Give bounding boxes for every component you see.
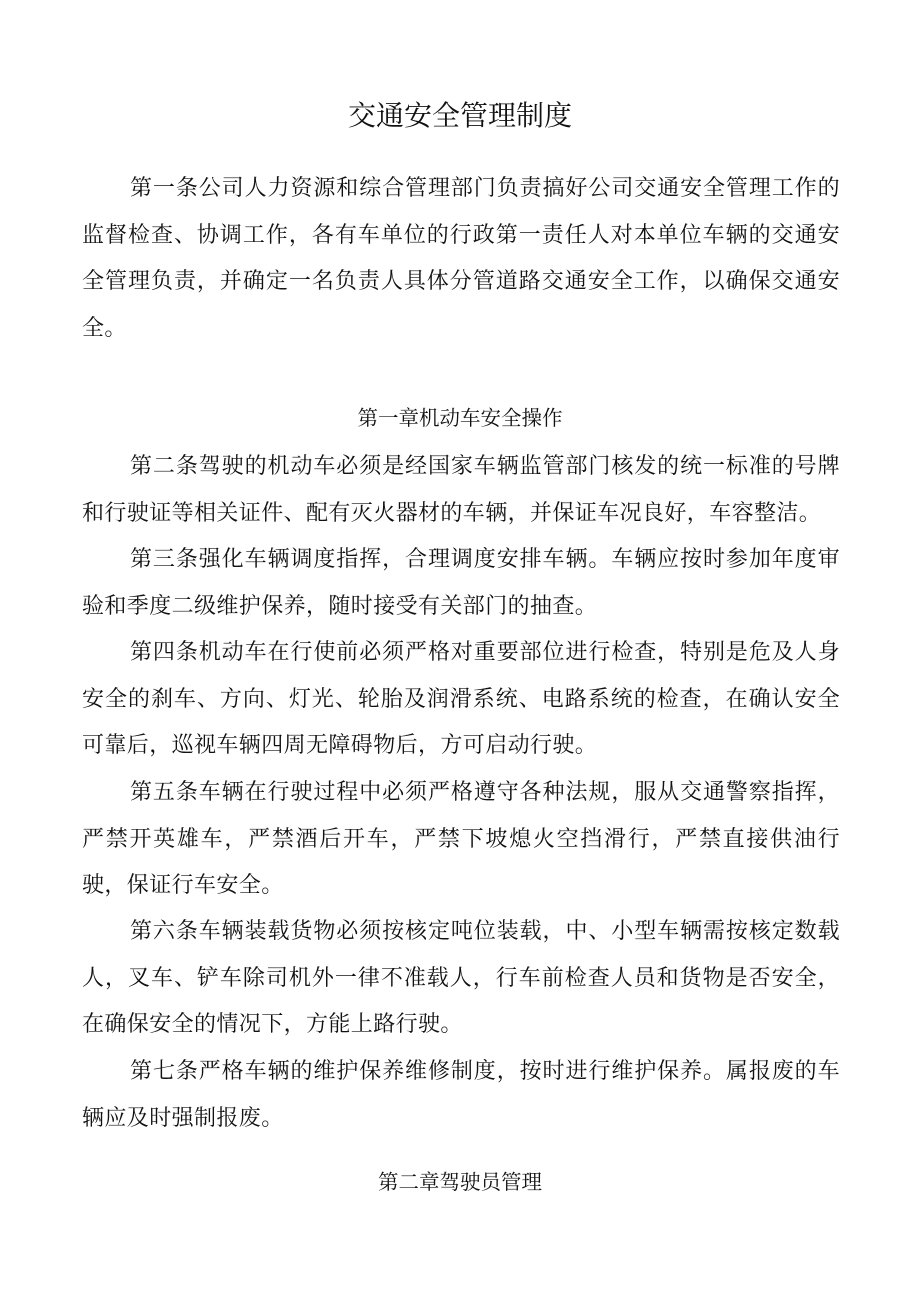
chapter-1-heading: 第一章机动车安全操作 xyxy=(357,406,563,430)
document-title: 交通安全管理制度 xyxy=(347,99,572,132)
article-5: 第五条车辆在行驶过程中必须严格遵守各种法规，服从交通警察指挥，严禁开英雄车，严禁酒后开车，严禁下坡熄火空挡滑行，严禁直接供油行驶，保证行车安全。 xyxy=(82,780,840,899)
article-1: 第一条公司人力资源和综合管理部门负责搞好公司交通安全管理工作的监督检查、协调工作，各有车单位的行政第一责任人对本单位车辆的交通安全管理负责，并确定一名负责人具体分管道路交通安全工作，以确保交通安全。 xyxy=(82,176,840,341)
article-2: 第二条驾驶的机动车必须是经国家车辆监管部门核发的统一标准的号牌和行驶证等相关证件、配有灭火器材的车辆，并保证车况良好，车容整洁。 xyxy=(82,454,840,526)
article-6: 第六条车辆装载货物必须按核定吨位装载，中、小型车辆需按核定数载人，叉车、铲车除司机外一律不准载人，行车前检查人员和货物是否安全，在确保安全的情况下，方能上路行驶。 xyxy=(82,919,840,1038)
chapter-2-heading: 第二章驾驶员管理 xyxy=(378,1170,542,1194)
article-4: 第四条机动车在行使前必须严格对重要部位进行检查，特别是危及人身安全的刹车、方向、灯光、轮胎及润滑系统、电路系统的检查，在确认安全可靠后，巡视车辆四周无障碍物后，方可启动行驶。 xyxy=(82,640,840,759)
article-3: 第三条强化车辆调度指挥，合理调度安排车辆。车辆应按时参加年度审验和季度二级维护保养，随时接受有关部门的抽查。 xyxy=(82,547,840,619)
article-7: 第七条严格车辆的维护保养维修制度，按时进行维护保养。属报废的车辆应及时强制报废。 xyxy=(82,1059,840,1131)
